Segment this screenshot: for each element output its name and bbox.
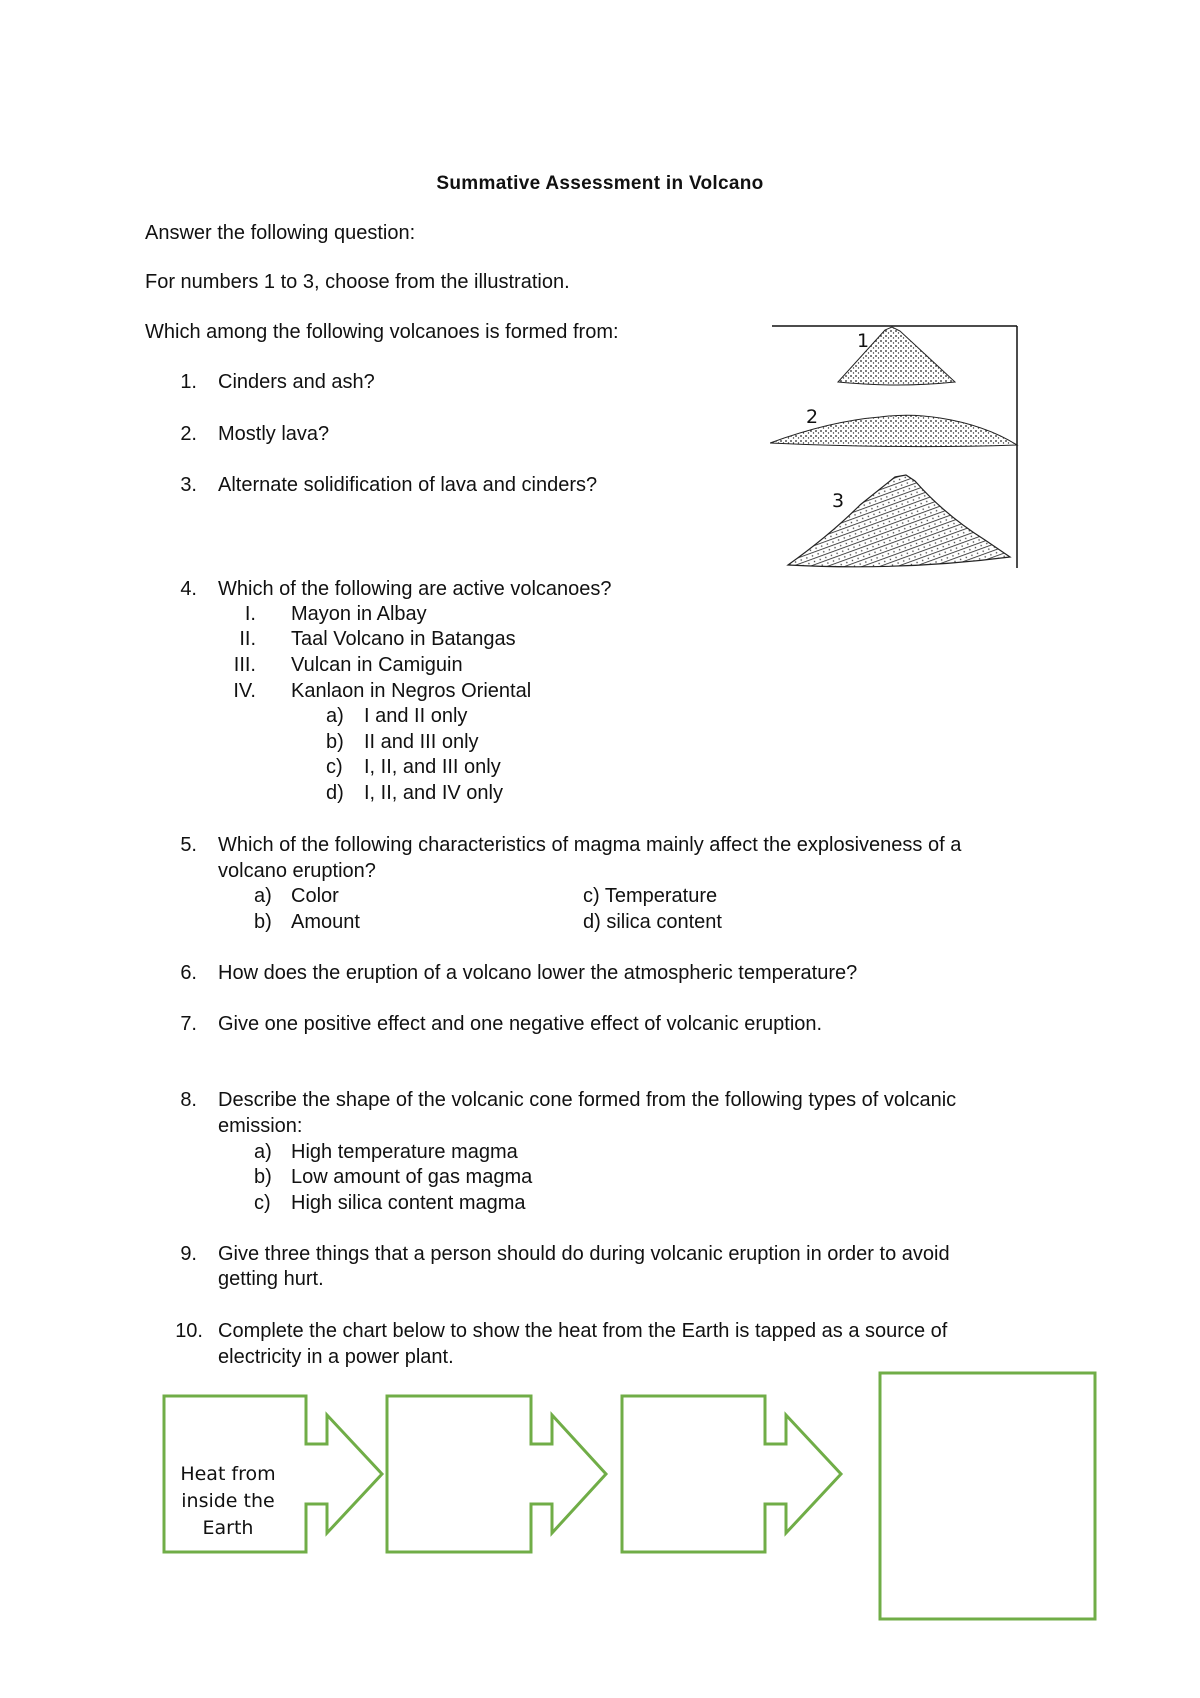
flowchart-box-1-line-3: Earth — [202, 1517, 254, 1539]
question-5-line-1: Which of the following characteristics of magma mainly affect the explosiveness of a — [218, 834, 962, 856]
question-7-number: 7. — [180, 1013, 197, 1035]
question-8-number: 8. — [180, 1089, 197, 1111]
q4-item-1-number: I. — [244, 603, 256, 625]
q8-choice-c-letter: c) — [254, 1192, 271, 1214]
flowchart-arrow-box-2[interactable] — [387, 1396, 606, 1552]
instruction-line-1: Answer the following question: — [145, 222, 416, 244]
question-1-number: 1. — [180, 371, 197, 393]
instruction-line-2: For numbers 1 to 3, choose from the illustration. — [145, 271, 570, 293]
question-5-line-2: volcano eruption? — [218, 860, 376, 882]
q4-item-2-number: II. — [239, 628, 256, 650]
q4-choice-a-text: I and II only — [364, 705, 468, 727]
q5-choice-c-text: c) Temperature — [583, 885, 718, 907]
flowchart — [0, 1370, 1200, 1630]
question-2-number: 2. — [180, 423, 197, 445]
q5-choice-a-text: Color — [291, 885, 339, 907]
question-9-line-1: Give three things that a person should do during volcanic eruption in order to avoid — [218, 1243, 950, 1265]
volcano-illustration — [770, 325, 1020, 570]
q4-item-4-number: IV. — [233, 680, 256, 702]
instruction-line-3: Which among the following volcanoes is formed from: — [145, 321, 619, 343]
q5-choice-d-text: d) silica content — [583, 911, 722, 933]
q8-choice-b-letter: b) — [254, 1166, 272, 1188]
q4-choice-c-letter: c) — [326, 756, 343, 778]
question-10-line-2: electricity in a power plant. — [218, 1346, 454, 1368]
volcano-1-cinder-cone — [838, 327, 955, 385]
question-5-number: 5. — [180, 834, 197, 856]
question-10-line-1: Complete the chart below to show the heat from the Earth is tapped as a source of — [218, 1320, 948, 1342]
question-9-number: 9. — [180, 1243, 197, 1265]
q4-choice-c-text: I, II, and III only — [364, 756, 501, 778]
flowchart-box-1-line-1: Heat from — [180, 1463, 276, 1485]
volcano-3-label: 3 — [832, 490, 845, 512]
page-title: Summative Assessment in Volcano — [436, 173, 764, 194]
q4-item-3-text: Vulcan in Camiguin — [291, 654, 463, 676]
q4-choice-b-letter: b) — [326, 731, 344, 753]
q5-choice-b-letter: b) — [254, 911, 272, 933]
q8-choice-c-text: High silica content magma — [291, 1192, 526, 1214]
volcano-1-label: 1 — [857, 330, 870, 352]
q4-item-2-text: Taal Volcano in Batangas — [291, 628, 516, 650]
question-6-text: How does the eruption of a volcano lower the atmospheric temperature? — [218, 962, 858, 984]
q4-choice-d-text: I, II, and IV only — [364, 782, 503, 804]
q4-item-1-text: Mayon in Albay — [291, 603, 427, 625]
q4-choice-d-letter: d) — [326, 782, 344, 804]
q4-item-3-number: III. — [233, 654, 256, 676]
question-7-text: Give one positive effect and one negative effect of volcanic eruption. — [218, 1013, 823, 1035]
q4-choice-a-letter: a) — [326, 705, 344, 727]
q8-choice-a-letter: a) — [254, 1141, 272, 1163]
q8-choice-a-text: High temperature magma — [291, 1141, 518, 1163]
question-1-text: Cinders and ash? — [218, 371, 375, 393]
q8-choice-b-text: Low amount of gas magma — [291, 1166, 533, 1188]
question-4-text: Which of the following are active volcanoes? — [218, 578, 612, 600]
question-10-number: 10. — [175, 1320, 203, 1342]
question-9-line-2: getting hurt. — [218, 1268, 324, 1290]
question-6-number: 6. — [180, 962, 197, 984]
question-4-number: 4. — [180, 578, 197, 600]
volcano-2-label: 2 — [806, 406, 819, 428]
question-8-line-1: Describe the shape of the volcanic cone formed from the following types of volcanic — [218, 1089, 957, 1111]
question-8-line-2: emission: — [218, 1115, 303, 1137]
q4-choice-b-text: II and III only — [364, 731, 479, 753]
q4-item-4-text: Kanlaon in Negros Oriental — [291, 680, 532, 702]
q5-choice-a-letter: a) — [254, 885, 272, 907]
question-3-number: 3. — [180, 474, 197, 496]
flowchart-arrow-box-3[interactable] — [622, 1396, 841, 1552]
flowchart-box-1-line-2: inside the — [181, 1490, 275, 1512]
volcano-3-composite — [788, 475, 1010, 567]
question-2-text: Mostly lava? — [218, 423, 330, 445]
q5-choice-b-text: Amount — [291, 911, 360, 933]
flowchart-final-box[interactable] — [880, 1373, 1095, 1619]
question-3-text: Alternate solidification of lava and cinders? — [218, 474, 598, 496]
